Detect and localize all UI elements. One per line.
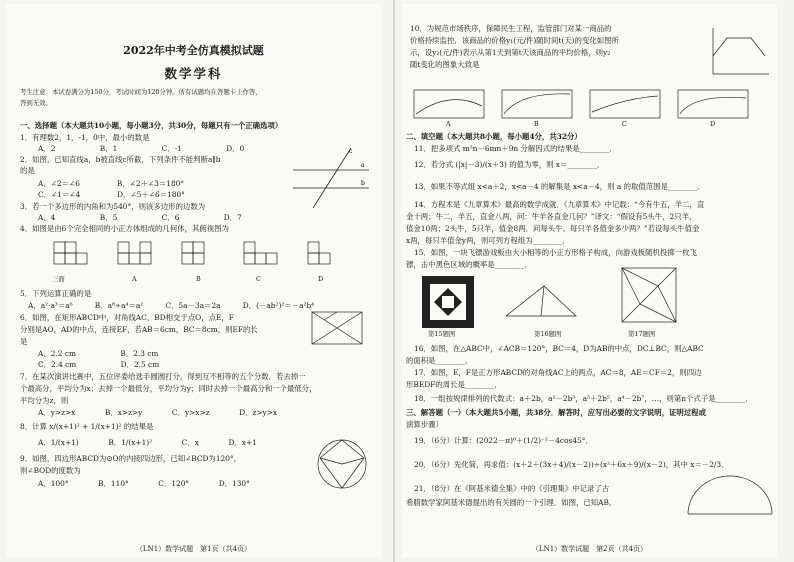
question-line: 镖，击中黑色区域的概率是________． — [406, 260, 532, 269]
question-line: 示，设y₂(元/件)表示从第1天到第t天该商品的平均价格，则y₂ — [410, 48, 611, 57]
question-line: 10．为规范市场秩序，保障民生工程，监管部门对某一商品的 — [410, 24, 612, 33]
page-footer: （LN1）数学试题 第2页（共4页） — [531, 544, 648, 553]
section-heading: 一、选择题（本大题共10小题，每小题3分，共30分，每题只有一个正确选项） — [20, 121, 283, 130]
view-label: A — [132, 275, 137, 283]
cube-views-figure — [46, 236, 336, 276]
option-line: A．y>z>x B．x>z>y C．y>x>z D．z>y>x — [38, 408, 278, 417]
figure-caption: 第15题图 — [428, 330, 456, 338]
question-line: 1．有理数2，1，-1，0中，最小的数是 — [20, 133, 150, 142]
inscribed-quadrilateral-figure — [314, 436, 370, 492]
question-line: 值金10两；2头牛，5只羊，值金8两．问每头牛、每只羊各值金多少两？”若设每头牛值金 — [406, 224, 700, 233]
graph-option-label: A — [446, 120, 451, 128]
question-line: 6．如图，在矩形ABCD中，对角线AC，BD相交于点O，点E，F — [20, 313, 234, 322]
option-line: C．∠1＝∠4 D．∠5＋∠6＝180° — [38, 190, 185, 199]
question-line: 5．下列运算正确的是 — [20, 289, 92, 298]
question-line: 3．若一个多边形的内角和为540°，则该多边形的边数为 — [20, 202, 206, 211]
rectangle-figure — [306, 304, 368, 350]
question-line: 12．若分式 (|x|－3)/(x＋3) 的值为零，则 x＝________． — [414, 160, 605, 169]
graph-option-label: B — [534, 120, 539, 128]
question-line: 18．一组按规律排列的代数式：a＋2b，a²－2b³，a³＋2b⁵，a⁴－2b⁷，…，则第n个式子是________． — [414, 394, 753, 403]
view-label: C — [256, 275, 261, 283]
question-line: 平均分为z，则 — [20, 396, 69, 405]
question-line: 形BEDF的周长是________． — [406, 380, 502, 389]
page-fold — [393, 0, 395, 562]
question-line: 的面积是________． — [406, 356, 473, 365]
triangle-figure — [504, 280, 594, 320]
notice-line: 答到无效。 — [20, 99, 52, 107]
question-line: 9．如图，四边形ABCD为⊙O的内接四边形，已知∠BCD为120°， — [20, 454, 242, 463]
page-footer: （LN1）数学试题 第1页（共4页） — [135, 544, 252, 553]
question-line: 13．如果不等式组 x<a＋2，x<a－4 的解集是 x<a－4，则 a 的取值范围是________． — [414, 182, 705, 191]
page-2 — [402, 4, 777, 558]
semicircle-figure — [684, 472, 776, 518]
exam-title: 2022年中考全仿真模拟试题 — [123, 44, 264, 57]
question-line: 21．（8分）在《阿基米德全集》中的《引理集》中记录了古 — [414, 484, 610, 493]
question-line: 4．如图是由6个完全相同的小正方体组成的几何体，其俯视图为 — [20, 224, 229, 233]
question-line: x两，每只羊值金y两，则可列方程组为________． — [406, 236, 570, 245]
svg-text:b: b — [361, 180, 365, 187]
page-1 — [6, 4, 381, 558]
square-figure — [618, 264, 680, 326]
question-line: 20．（6分）先化简，再求值：(x＋2＋(3x＋4)/(x－2))÷(x²＋6x＋9)/(x－2)，其中 x＝－2/3． — [414, 460, 729, 469]
view-label: D — [318, 275, 324, 283]
figure-caption: 第16题图 — [534, 330, 562, 338]
question-line: 个最高分，平均分为x；去掉一个最低分，平均分为y；同时去掉一个最高分和一个最低分， — [20, 384, 317, 393]
question-line: 分别是AO，AD的中点，连接EF，若AB＝6cm，BC＝8cm，则EF的长 — [20, 325, 258, 334]
figure-caption: 第17题图 — [628, 330, 656, 338]
question-line: 的是 — [20, 166, 35, 175]
question-line: 价格持续监控．该商品的价格y₁(元/件)随时间t(天)的变化如图所 — [410, 36, 619, 45]
price-graph-figure — [707, 26, 771, 80]
question-line: 是 — [20, 337, 28, 346]
option-line: A．4 B．5 C．6 D．7 — [38, 213, 242, 222]
section-heading: 二、填空题（本大题共8小题，每小题4分，共32分） — [406, 132, 582, 141]
section-heading: 三、解答题（一）（本大题共5小题，共38分．解答时，应写出必要的文字说明，证明过程或 — [406, 408, 706, 417]
question-line: 随t变化的图象大致是 — [410, 60, 480, 69]
view-label: 三面 — [52, 275, 65, 283]
question-line: 则∠BOD的度数为 — [20, 466, 81, 475]
parallel-lines-figure — [291, 144, 371, 210]
svg-text:c: c — [349, 148, 353, 155]
option-line: C．2.4 cm D．2.5 cm — [38, 360, 160, 369]
option-line: A．1/(x+1) B．1/(x+1)² C．x D．x+1 — [38, 438, 257, 447]
option-line: A．2 B．1 C．-1 D．0 — [38, 144, 245, 153]
question-line: 11．把多项式 m²n－6mn＋9n 分解因式的结果是________． — [414, 144, 617, 153]
question-line: 14．方程术是《九章算术》最高的数学成就．《九章算术》中记载：“今有牛五，羊二，直 — [414, 200, 705, 209]
section-heading: 演算步骤） — [406, 420, 443, 429]
notice-line: 考生注意：本试卷满分为150分，考试时间为120分钟。所有试题均在答题卡上作答， — [20, 88, 262, 96]
question-line: 16．如图，在△ABC中，∠ACB＝120°，BC＝4，D为AB的中点，DC⊥BC，则△ABC — [414, 344, 704, 353]
question-line: 金十两；牛二，羊五，直金八两，问：牛羊各直金几何？”译文：“假设有5头牛，2只羊， — [406, 212, 697, 221]
question-line: 希腊数学家阿基米德提出的有关圆的一个引理．如图，已知AB， — [406, 498, 617, 507]
subject-title: 数学学科 — [164, 66, 223, 81]
option-line: A．2.2 cm B．2.3 cm — [38, 349, 159, 358]
question-line: 15．如图，一块飞镖游戏板由大小相等的小正方形格子构成，向游戏板随机投掷一枚飞 — [414, 248, 697, 257]
question-line: 7．在某次演讲比赛中，五位评委给选手圆圆打分，得到互不相等的五个分数．若去掉一 — [20, 372, 306, 381]
option-line: A．100° B．110° C．120° D．130° — [38, 479, 250, 488]
question-line: 8．计算 x/(x+1)² + 1/(x+1)² 的结果是 — [20, 422, 154, 431]
option-line: A．a²·a³＝a⁶ B．a⁸÷a⁴＝a² C．5a－3a＝2a D．(－ab²)²＝－a²b⁴ — [28, 301, 315, 310]
option-line: A．∠2＝∠6 B．∠2＋∠3＝180° — [38, 179, 185, 188]
question-line: 19．（6分）计算：(2022－π)⁰＋(1/2)⁻²－4cos45°． — [414, 436, 593, 445]
graph-option-label: C — [622, 120, 627, 128]
svg-text:a: a — [361, 162, 365, 169]
question-line: 2．如图，已知直线a，b被直线c所截，下列条件不能判断a∥b — [20, 155, 221, 164]
question-line: 17．如图，E，F是正方形ABCD的对角线AC上的两点，AC＝8，AE＝CF＝2，则四边 — [414, 368, 702, 377]
dart-board-figure — [420, 274, 476, 330]
view-label: B — [196, 275, 201, 283]
graph-option-label: D — [710, 120, 716, 128]
answer-graphs-figure — [410, 86, 770, 126]
